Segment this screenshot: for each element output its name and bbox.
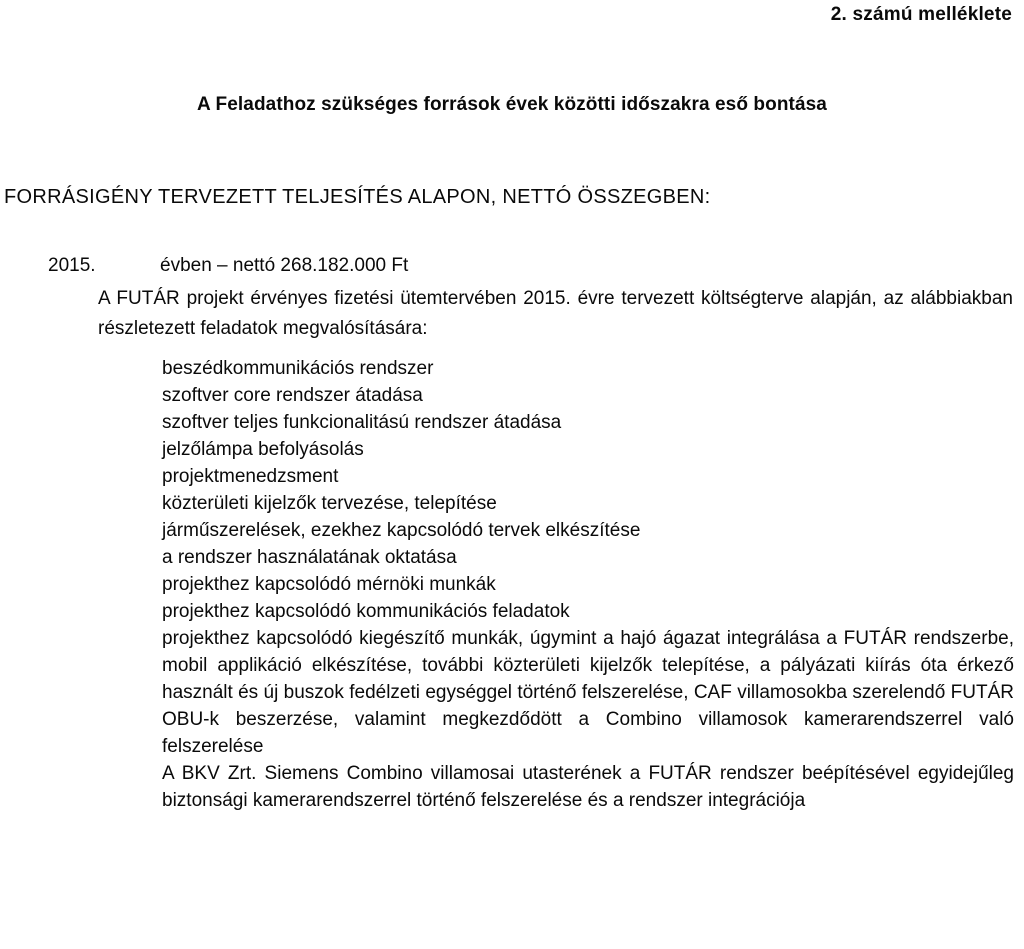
year-amount: évben – nettó 268.182.000 Ft [160,255,409,276]
task-item: jelzőlámpa befolyásolás [162,439,364,460]
task-item: szoftver teljes funkcionalitású rendszer átadása [162,412,562,433]
task-item: közterületi kijelzők tervezése, telepítése [162,493,497,514]
year-entry [48,255,408,277]
intro-paragraph: A FUTÁR projekt érvényes fizetési ütemtervében 2015. évre tervezett költségterve alapján, az alábbiakban részletezett feladatok megvalósítására: [98,288,1013,339]
task-list [162,355,1014,814]
task-item: beszédkommunikációs rendszer [162,358,434,379]
task-item: szoftver core rendszer átadása [162,385,423,406]
task-item: projekthez kapcsolódó kommunikációs feladatok [162,601,570,622]
task-item: projektmenedzsment [162,466,339,487]
task-item: járműszerelések, ezekhez kapcsolódó tervek elkészítése [162,520,641,541]
document-heading: A Feladathoz szükséges források évek közötti időszakra eső bontása [197,94,827,115]
task-item: a rendszer használatának oktatása [162,547,457,568]
task-item: A BKV Zrt. Siemens Combino villamosai utasterének a FUTÁR rendszer beépítésével egyidejűleg biztonsági kamerarendszerrel történő felszerelése és a rendszer integrációja [162,763,1014,811]
task-item: projekthez kapcsolódó mérnöki munkák [162,574,496,595]
year-value: 2015. [48,255,96,276]
section-subheading: FORRÁSIGÉNY TERVEZETT TELJESÍTÉS ALAPON, NETTÓ ÖSSZEGBEN: [4,186,711,208]
annex-label: 2. számú melléklete [830,4,1012,25]
task-item: projekthez kapcsolódó kiegészítő munkák, úgymint a hajó ágazat integrálása a FUTÁR rendszerbe, mobil applikáció elkészítése, további közterületi kijelzők telepítése, a pályázati kiírás óta érkező használt és új buszok fedélzeti egységgel történő felszerelése, CAF villamosokba szerelendő FUTÁR OBU-k beszerzése, valamint megkezdődött a Combino villamosok kamerarendszerrel való felszerelése [162,628,1014,757]
